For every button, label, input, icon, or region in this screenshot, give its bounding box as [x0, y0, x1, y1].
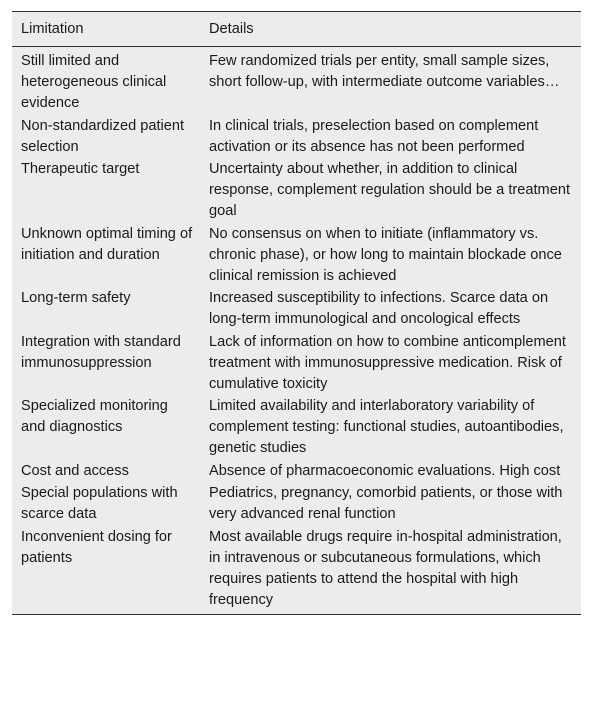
- details-cell: Lack of information on how to combine anticomplement treatment with immunosuppressive medication. Risk of cumulative toxicity: [209, 333, 566, 392]
- limitation-cell: Still limited and heterogeneous clinical evidence: [21, 53, 167, 111]
- limitation-cell: Long-term safety: [21, 290, 131, 306]
- header-limitation: Limitation: [21, 20, 84, 37]
- details-cell: Absence of pharmacoeconomic evaluations. High cost: [209, 462, 561, 479]
- table-row: [12, 288, 581, 332]
- table-row: [12, 159, 581, 224]
- limitation-cell: Unknown optimal timing of initiation and duration: [21, 225, 193, 263]
- details-cell: Few randomized trials per entity, small sample sizes, short follow-up, with intermediate outcome variables…: [209, 53, 560, 90]
- limitation-cell: Non-standardized patient selection: [21, 117, 185, 155]
- details-cell: In clinical trials, preselection based on complement activation or its absence has not been performed: [209, 117, 539, 155]
- details-cell: Uncertainty about whether, in addition to clinical response, complement regulation should be a treatment goal: [209, 161, 571, 219]
- limitation-cell: Special populations with scarce data: [21, 485, 178, 522]
- limitation-cell: Specialized monitoring and diagnostics: [21, 398, 168, 435]
- limitations-table: [12, 11, 581, 615]
- header-details: Details: [209, 20, 254, 37]
- limitations-table-container: [12, 11, 581, 615]
- table-row: [12, 47, 581, 116]
- details-cell: Pediatrics, pregnancy, comorbid patients, or those with very advanced renal function: [209, 485, 563, 522]
- table-row: [12, 527, 581, 615]
- limitation-cell: Cost and access: [21, 462, 129, 479]
- details-cell: No consensus on when to initiate (inflammatory vs. chronic phase), or how long to maintain blockade once clinical remission is achieved: [209, 225, 562, 284]
- table-row: [12, 396, 581, 461]
- table-header-row: [12, 12, 581, 47]
- table-row: [12, 116, 581, 160]
- details-cell: Increased susceptibility to infections. Scarce data on long-term immunological and oncological effects: [209, 290, 549, 327]
- details-cell: Limited availability and interlaboratory variability of complement testing: functional studies, autoantibodies, genetic studies: [209, 398, 564, 456]
- table-row: [12, 224, 581, 289]
- table-row: [12, 332, 581, 397]
- table-row: [12, 461, 581, 484]
- limitation-cell: Inconvenient dosing for patients: [21, 528, 172, 566]
- limitation-cell: Integration with standard immunosuppression: [21, 333, 181, 371]
- details-cell: Most available drugs require in-hospital administration, in intravenous or subcutaneous formulations, which requires patients to attend the hospital with high frequency: [209, 528, 562, 608]
- table-row: [12, 483, 581, 527]
- limitation-cell: Therapeutic target: [21, 161, 140, 177]
